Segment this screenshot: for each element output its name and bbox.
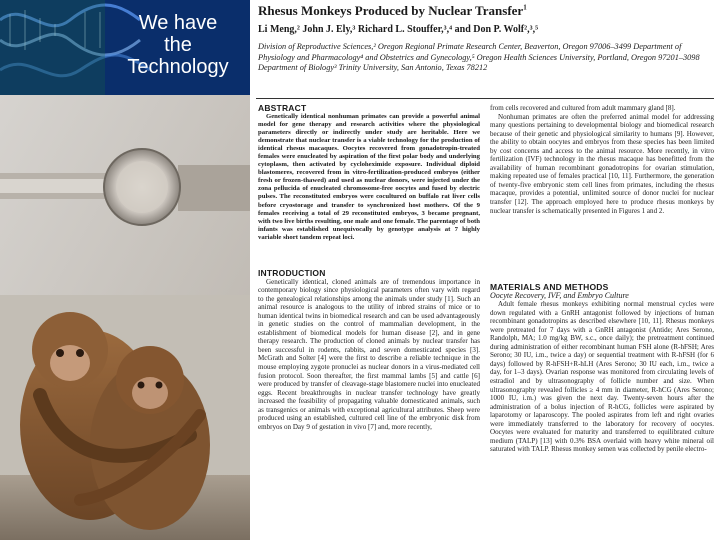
abstract-text: Genetically identical nonhuman primates can provide a powerful animal model for gene therapy and research activities where the physiological parameters directly or indirectly under study are heritable. Here we demonstrate that nuclear transfer is a viable technology for the production of identical rhesus macaques. Oocytes recovered from gonadotropin-treated females were enucleated by aspiration of the first polar body and underlying cytoplasm, then activated by cycloheximide exposure. Individual diploid blastomeres, recovered from in vitro-fertilization-produced embryos (either fresh or frozen-thawed) and used as nuclear donors, were injected under the zona pellucida of enucleated chromosome-free oocytes and fused by electric pulses. The reconstituted embryos were cocultured on buffalo rat liver cells before cryostorage and transfer to synchronized host mothers. Of the 9 females receiving a total of 29 reconstituted embryos, 3 became pregnant, with two live births resulting, one male and one female. The parentage of both infants was established unequivocally by genotype analysis at 7 highly variable short tandem repeat loci. xyxy=(258,112,480,241)
photo-collage xyxy=(0,95,250,540)
methods-heading: MATERIALS AND METHODS xyxy=(490,283,609,292)
intro-continuation-text: from cells recovered and cultured from adult mammary gland [8]. xyxy=(490,104,676,112)
intro-paragraph-2: Nonhuman primates are often the preferred animal model for addressing many questions pertaining to developmental biology and biomedical research because of their genetic and physiological similarity to humans [9]. However, the ability to obtain oocytes and embryos from these species has been limited by cost concerns and access to the animal resource. More recently, in vitro fertilization (IVF) technology in the rhesus macaque has benefitted from the availability of human recombinant gonadotropins for ovarian stimulation, making repeated use of females practical [10, 11]. Furthermore, the generation of twenty-five embryonic stem cell lines from primates, including the rhesus macaque, provides a potential, unlimited source of donor nuclei for nuclear transfer [12]. The approach employed here to produce rhesus monkeys by nuclear transfer is schematically presented in Figures 1 and 2. xyxy=(490,112,714,215)
methods-subheading: Oocyte Recovery, IVF, and Embryo Culture xyxy=(490,290,629,300)
right-column-intro xyxy=(490,104,714,280)
header-divider xyxy=(256,98,714,99)
introduction-column xyxy=(258,269,480,540)
banner-line-1: We have xyxy=(138,12,218,34)
abstract-column xyxy=(258,104,480,264)
abstract-heading: ABSTRACT xyxy=(258,104,307,113)
paper-title-text: Rhesus Monkeys Produced by Nuclear Transfer xyxy=(258,3,524,18)
introduction-heading: INTRODUCTION xyxy=(258,269,326,278)
banner-line-3: Technology xyxy=(127,56,229,78)
research-paper xyxy=(250,0,720,540)
introduction-text: Genetically identical, cloned animals are of tremendous importance in contemporary biology since physiological parameters often vary with regard to the genealogical relationships among the animals under study [1]. Such an animal resource is analogous to the utility of inbred strains of mice or to human identical twins in biomedical research and can be used advantageously in genetic studies on the control of mammalian development, in the establishment of biomedical models for human disease [2], and in gene therapy research. The production of cloned animals by nuclear transfer has been successful in rodents, rabbits, and seven domesticated species [3]. McGrath and Solter [4] were the first to describe a reliable technique in the mouse employing zygote pronuclei as nuclear donors in a virus-mediated cell fusion protocol. Soon thereafter, the first mammal lambs [5] and cattle [6] were produced by transfer of cleavage-stage blastomere nuclei into enucleated eggs. Recent breakthroughs in nuclear transfer technology have greatly increased the feasibility of propagating valuable domesticated animals, such as transgenics or animals with exceptional agricultural attributes. Sheep were produced using an established, cultured cell line of the embryonic disk from embryos on Day 9 of gestation in vivo [7] and, more recently, xyxy=(258,277,480,431)
banner-heading xyxy=(108,12,248,78)
banner-line-2: the xyxy=(164,34,192,56)
paper-authors: Li Meng,² John J. Ely,³ Richard L. Stouffer,³,⁴ and Don P. Wolf²,³,⁵ xyxy=(258,24,539,35)
paper-title xyxy=(258,3,527,19)
methods-text: Adult female rhesus monkeys exhibiting normal menstrual cycles were down regulated with a GnRH antagonist followed by injections of human recombinant gonadotropins as described elsewhere [10, 11]. Rhesus monkeys were pretreated for 7 days with a GnRH antagonist (Antide; Ares Serono, Randolph, MA; 1.0 mg/kg BW, s.c., once daily); the pretreatment continued during administration of either recombinant human FSH alone (R-hFSH; Ares Serono; 30 IU, i.m., twice a day) or sequential treatment with R-hFSH (for 6 days) followed by R-hFSH+R-hLH (Ares Serono; 30 IU each, i.m., twice a day, for 1–3 days). Ovarian response was monitored from circulating levels of estradiol and by ultrasonography of follicle number and size. When ultrasonography revealed follicles ≥ 4 mm in diameter, R-hCG (Ares Serono; 1000 IU, i.m.) was given the next day. Twenty-seven hours after the administration of a bolus injection of R-hCG, follicles were aspirated by laparotomy or laparoscopy. The pooled aspirates from left and right ovaries were immediately transferred to the laboratory for recovery of oocytes. Oocytes were evaluated for maturity and transferred to equilibrated culture medium (TALP) [13] with 0.3% BSA overlaid with heavy white mineral oil saturated with TALP. Rhesus monkey semen was collected by penile electro- xyxy=(490,300,714,454)
methods-column xyxy=(490,283,714,540)
title-banner xyxy=(0,0,250,95)
paper-affiliations: Division of Reproductive Sciences,² Oregon Regional Primate Research Center, Beaverton, Oregon 97006–3499 Department of Physiology and Pharmacology⁴ and Obstetrics and Gynecology,⁵ Oregon Health Sciences University, Portland, Oregon 97201–3098 Department of Biology³ Trinity University, San Antonio, Texas 78212 xyxy=(258,42,700,73)
paper-title-footnote: 1 xyxy=(523,3,527,12)
egg-and-monkeys-photo xyxy=(0,95,250,540)
